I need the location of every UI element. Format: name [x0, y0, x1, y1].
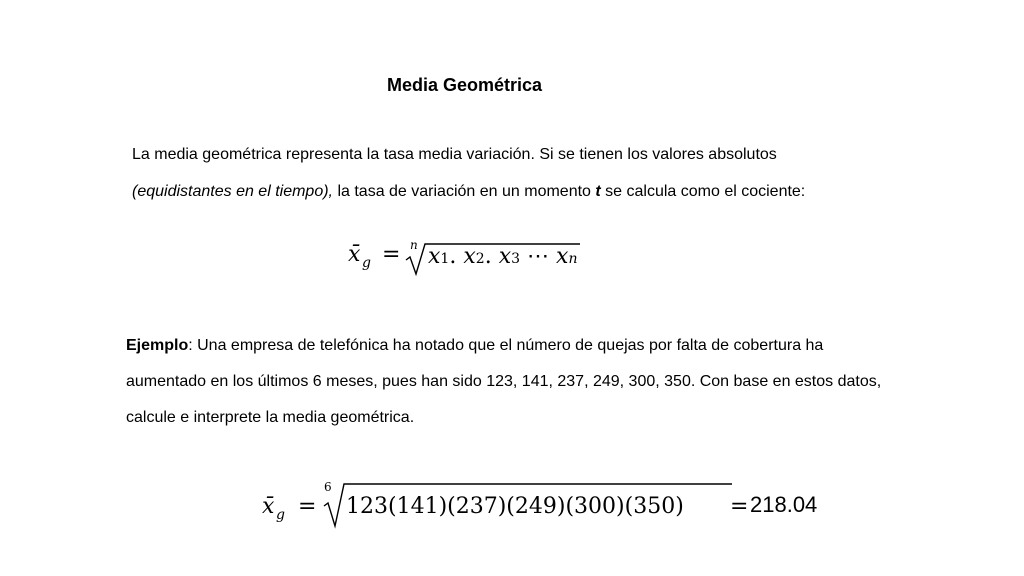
xbar-symbol: x̄	[262, 494, 275, 519]
term-x: x	[463, 244, 476, 269]
term-sub: 1	[440, 251, 450, 267]
root-index: n	[410, 238, 418, 252]
radicand	[428, 244, 577, 269]
equals-sign: =	[298, 494, 317, 519]
radicand: 123(141)(237)(249)(300)(350)	[346, 494, 684, 519]
root-index: 6	[324, 480, 332, 494]
term-x: x	[428, 244, 441, 269]
example-paragraph	[126, 328, 906, 436]
term-sub: n	[568, 251, 578, 267]
xbar-symbol: x̄	[348, 242, 361, 267]
xbar-subscript: g	[362, 255, 371, 271]
example-label: Ejemplo	[126, 337, 189, 354]
xbar-subscript: g	[276, 507, 285, 523]
definition-text-1: La media geométrica representa la tasa media variación. Si se tienen los valores absolutos	[132, 146, 777, 163]
dot: .	[484, 244, 492, 269]
equals-sign: =	[382, 242, 401, 267]
definition-paragraph	[132, 136, 912, 210]
example-formula	[262, 480, 822, 530]
term-x: x	[498, 244, 512, 269]
time-variable: t	[595, 183, 601, 200]
dot: .	[449, 244, 457, 269]
term-sub: 3	[511, 251, 521, 267]
definition-text-2: la tasa de variación en un momento	[333, 183, 596, 200]
result-value: 218.04	[750, 492, 818, 517]
term-sub: 2	[475, 251, 485, 267]
definition-italic-note: (equidistantes en el tiempo),	[132, 183, 333, 200]
slide-title: Media Geométrica	[387, 75, 543, 95]
geometric-mean-formula	[348, 238, 588, 278]
term-x: x	[556, 244, 569, 269]
definition-text-3: se calcula como el cociente:	[600, 183, 806, 200]
example-text: : Una empresa de telefónica ha notado que el número de quejas por falta de cobertura ha aumentado en los últimos 6 meses, pues han sido 123, 141, 237, 249, 300, 350. Con base en estos datos, calcule e interprete la media geométrica.	[126, 337, 882, 426]
ellipsis: ⋯	[527, 244, 550, 269]
equals-sign-2: =	[730, 494, 749, 519]
